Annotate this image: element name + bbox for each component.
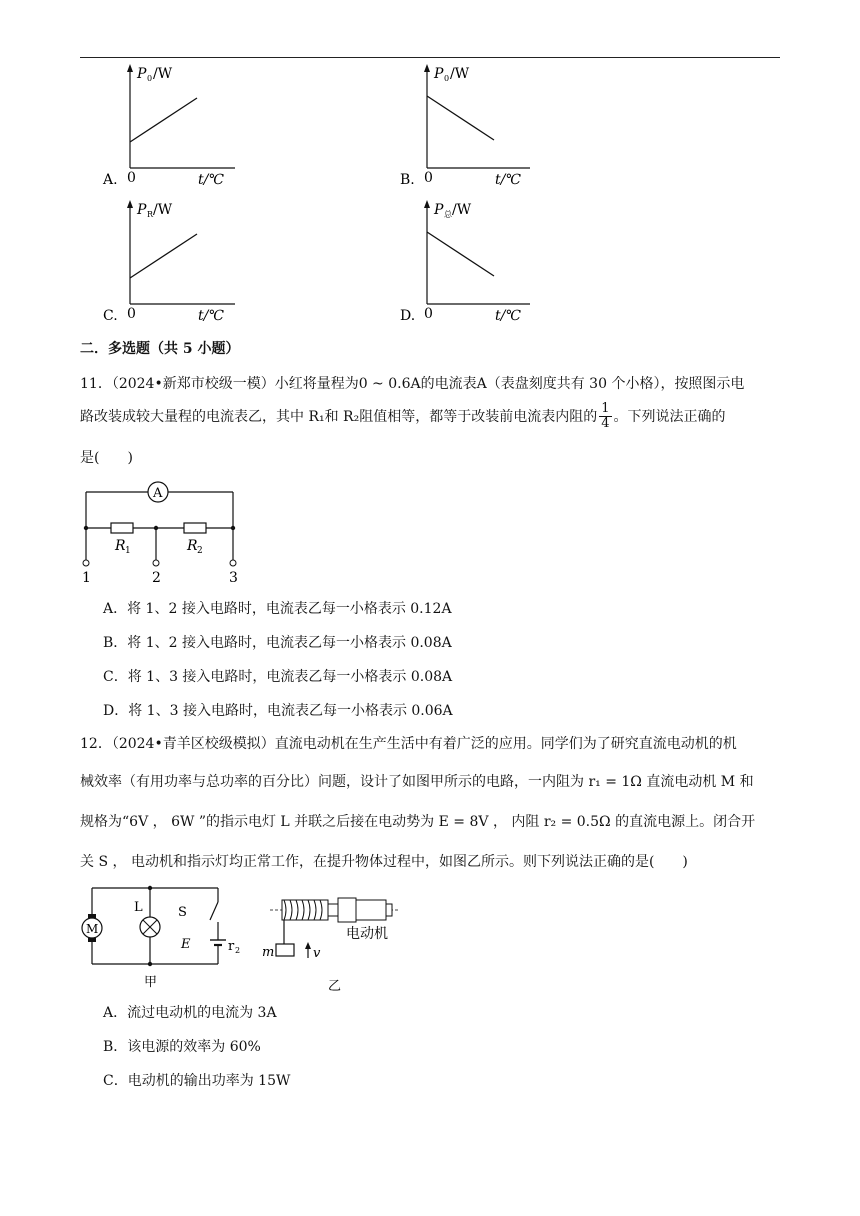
graph-c-xlabel: t/℃ — [198, 308, 225, 324]
q12-caption-yi: 乙 — [328, 979, 342, 994]
graph-a-svg — [95, 60, 245, 190]
q12-option-a[interactable]: A．流过电动机的电流为 3A — [103, 1005, 277, 1021]
graph-b-ylabel-sym: P — [434, 66, 444, 82]
graph-b-line — [427, 96, 494, 140]
q12-figure-yi — [260, 890, 410, 994]
q11-terminal-2: 2 — [152, 570, 161, 586]
graph-option-c[interactable] — [95, 196, 245, 326]
graph-d-svg — [390, 196, 540, 326]
q12-option-b[interactable]: B．该电源的效率为 60% — [103, 1039, 261, 1055]
q11-fraction — [599, 402, 611, 431]
graph-d-line — [427, 232, 494, 276]
q11-terminal-1: 1 — [82, 570, 91, 586]
graph-option-d[interactable] — [390, 196, 540, 326]
graph-b-svg — [390, 60, 540, 190]
graph-b-letter: B. — [400, 172, 415, 188]
q11-circuit — [76, 478, 251, 588]
q11-r1-sub: 1 — [125, 546, 131, 556]
q11-frac-num: 1 — [601, 401, 610, 416]
graph-c-ylabel-sym: P — [137, 202, 147, 218]
q11-line1: 11．（2024•新郑市校级一模）小红将量程为0 ~ 0.6A的电流表A（表盘刻度共有 30 个小格），按照图示电 — [80, 376, 745, 392]
q12-line4: 关 S ， 电动机和指示灯均正常工作，在提升物体过程中，如图乙所示。则下列说法正确的是( ) — [80, 854, 688, 870]
graph-a-ylabel-sym: P — [137, 66, 147, 82]
q12-option-c[interactable]: C．电动机的输出功率为 15W — [103, 1073, 291, 1089]
graph-a-xlabel: t/℃ — [198, 172, 225, 188]
q12-caption-jia: 甲 — [144, 975, 158, 990]
graph-b-origin: 0 — [424, 170, 433, 186]
graph-b-ylabel-unit: /W — [450, 66, 470, 82]
graph-c-line — [130, 234, 197, 278]
q11-circuit-svg — [76, 478, 251, 588]
graph-a-ylabel-unit: /W — [153, 66, 173, 82]
q12-switch-label: S — [178, 905, 187, 920]
q11-ammeter-label: A — [153, 486, 163, 501]
q12-lamp-label: L — [134, 900, 143, 915]
graph-d-ylabel-unit: /W — [452, 202, 472, 218]
q12-r2-sub: 2 — [235, 946, 241, 955]
q11-r2-label: R — [187, 538, 198, 554]
q12-mass-label: m — [262, 945, 275, 960]
graph-option-a[interactable] — [95, 60, 245, 190]
q11-option-a[interactable]: A．将 1、2 接入电路时，电流表乙每一小格表示 0.12A — [103, 601, 452, 617]
graph-c-ylabel-sub: R — [147, 210, 154, 219]
q12-emf-label: E — [181, 937, 191, 952]
graph-b-xlabel: t/℃ — [495, 172, 522, 188]
section-title: 二．多选题（共 5 小题） — [80, 341, 240, 357]
q11-r2-sub: 2 — [197, 546, 203, 556]
graph-a-ylabel-sub: 0 — [147, 74, 153, 83]
q11-line3: 是( ) — [80, 450, 133, 466]
graph-d-ylabel-sub: 总 — [444, 210, 452, 219]
graph-c-svg — [95, 196, 245, 326]
q11-terminal-3: 3 — [229, 570, 238, 586]
q12-line1: 12．（2024•青羊区校级模拟）直流电动机在生产生活中有着广泛的应用。同学们为了研究直流电动机的机 — [80, 736, 737, 752]
graph-c-origin: 0 — [127, 306, 136, 322]
q11-line2 — [80, 402, 726, 431]
q11-frac-den: 4 — [601, 416, 610, 431]
q12-velocity-label: v — [313, 946, 321, 961]
q11-option-c[interactable]: C．将 1、3 接入电路时，电流表乙每一小格表示 0.08A — [103, 669, 453, 685]
q12-motor-label: M — [86, 922, 99, 936]
q12-motor-text: 电动机 — [346, 926, 388, 942]
q11-option-d[interactable]: D．将 1、3 接入电路时，电流表乙每一小格表示 0.06A — [103, 703, 453, 719]
q11-option-b[interactable]: B．将 1、2 接入电路时，电流表乙每一小格表示 0.08A — [103, 635, 452, 651]
graph-d-letter: D. — [400, 308, 416, 324]
graph-d-origin: 0 — [424, 306, 433, 322]
q12-line2: 械效率（有用功率与总功率的百分比）问题，设计了如图甲所示的电路，一内阻为 r₁ = 1Ω 直流电动机 M 和 — [80, 774, 754, 790]
header-rule — [80, 57, 780, 58]
graph-d-xlabel: t/℃ — [495, 308, 522, 324]
q12-figure-yi-svg — [260, 890, 410, 994]
q11-line2b: 。下列说法正确的 — [613, 408, 726, 425]
graph-c-letter: C. — [103, 308, 118, 324]
q12-figure-jia — [78, 880, 248, 992]
graph-option-b[interactable] — [390, 60, 540, 190]
q12-figure-jia-svg — [78, 880, 248, 992]
q12-r2-label: r — [228, 939, 235, 954]
q11-line2a: 路改装成较大量程的电流表乙，其中 R₁和 R₂阻值相等，都等于改装前电流表内阻的 — [80, 408, 598, 425]
graph-d-ylabel-sym: P — [434, 202, 444, 218]
graph-b-ylabel-sub: 0 — [444, 74, 450, 83]
graph-c-ylabel-unit: /W — [153, 202, 173, 218]
graph-a-origin: 0 — [127, 170, 136, 186]
q12-line3: 规格为“6V ， 6W ”的指示电灯 L 并联之后接在电动势为 E = 8V ， 内阻 r₂ = 0.5Ω 的直流电源上。闭合开 — [80, 814, 756, 830]
graph-a-line — [130, 98, 197, 142]
graph-a-letter: A. — [103, 172, 118, 188]
q11-r1-label: R — [115, 538, 126, 554]
